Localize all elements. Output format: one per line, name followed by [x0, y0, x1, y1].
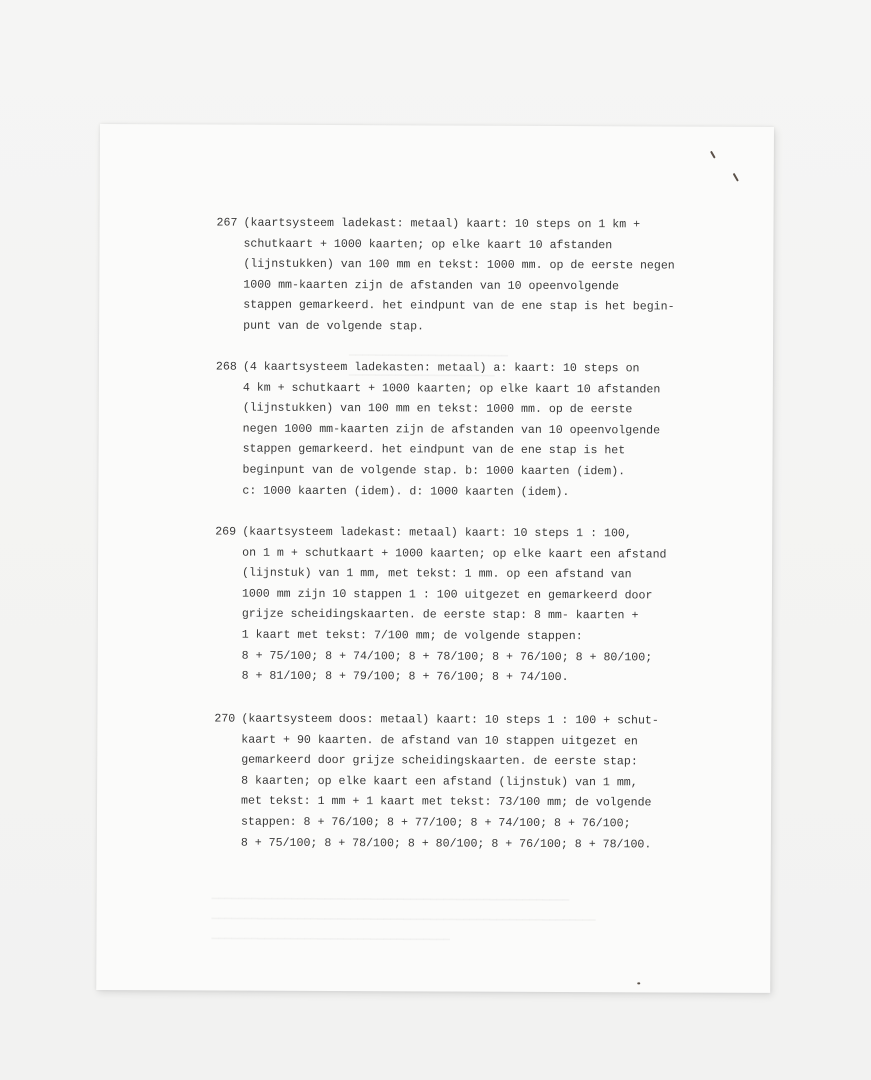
staple-mark — [710, 151, 716, 159]
entry-line: kaart + 90 kaarten. de afstand van 10 stappen uitgezet en — [241, 733, 638, 748]
entry-line: met tekst: 1 mm + 1 kaart met tekst: 73/100 mm; de volgende — [241, 794, 652, 810]
entry-number: 269 — [215, 525, 237, 539]
entry-line: 8 kaarten; op elke kaart een afstand (lijnstuk) van 1 mm, — [241, 774, 638, 790]
entry-line: gemarkeerd door grijze scheidingskaarten. de eerste stap: — [241, 753, 638, 769]
entry-270 — [214, 710, 735, 856]
show-through-text — [211, 864, 596, 966]
entry-line: (4 kaartsysteem ladekasten: metaal) a: kaart: 10 steps on — [242, 360, 640, 376]
entry-line: (lijnstuk) van 1 mm, met tekst: 1 mm. op een afstand van — [242, 566, 632, 582]
entry-line: (kaartsysteem ladekast: metaal) kaart: 10 steps 1 : 100, — [242, 525, 632, 541]
entry-line: grijze scheidingskaarten. de eerste stap: 8 mm- kaarten + — [241, 607, 639, 623]
entry-number: 268 — [215, 360, 237, 374]
entry-number: 270 — [214, 712, 236, 726]
entry-line: 1000 mm-kaarten zijn de afstanden van 10 opeenvolgende — [243, 278, 620, 294]
entry-267 — [216, 214, 737, 340]
entry-line: schutkaart + 1000 kaarten; op elke kaart 10 afstanden — [243, 237, 613, 252]
entry-269 — [215, 523, 736, 690]
typed-paper-sheet — [96, 124, 774, 993]
entry-line: 4 km + schutkaart + 1000 kaarten; op elke kaart 10 afstanden — [242, 381, 661, 397]
entry-line: (kaartsysteem ladekast: metaal) kaart: 10 steps on 1 km + — [243, 216, 641, 232]
entry-line: c: 1000 kaarten (idem). d: 1000 kaarten (idem). — [242, 484, 570, 499]
entry-line: beginpunt van de volgende stap. b: 1000 kaarten (idem). — [242, 463, 626, 479]
entry-number: 267 — [216, 216, 238, 230]
entry-line: 8 + 81/100; 8 + 79/100; 8 + 76/100; 8 + 74/100. — [241, 669, 569, 685]
entry-line: (lijnstukken) van 100 mm en tekst: 1000 mm. op de eerste negen — [243, 257, 675, 273]
entry-line: 8 + 75/100; 8 + 78/100; 8 + 80/100; 8 + 76/100; 8 + 78/100. — [240, 836, 652, 851]
staple-mark — [733, 173, 739, 182]
entry-line: 1000 mm zijn 10 stappen 1 : 100 uitgezet en gemarkeerd door — [241, 587, 653, 603]
entry-line: stappen: 8 + 76/100; 8 + 77/100; 8 + 74/100; 8 + 76/100; — [240, 815, 631, 831]
entry-line: 8 + 75/100; 8 + 74/100; 8 + 78/100; 8 + 76/100; 8 + 80/100; — [241, 649, 653, 664]
entry-line: 1 kaart met tekst: 7/100 mm; de volgende stappen: — [241, 628, 583, 644]
entry-line: (kaartsysteem doos: metaal) kaart: 10 steps 1 : 100 + schut- — [241, 712, 659, 728]
entry-line: on 1 m + schutkaart + 1000 kaarten; op elke kaart een afstand — [242, 546, 667, 562]
entry-line: stappen gemarkeerd. het eindpunt van de ene stap is het — [242, 443, 626, 458]
entry-line: stappen gemarkeerd. het eindpunt van de ene stap is het begin- — [243, 299, 675, 314]
entry-line: negen 1000 mm-kaarten zijn de afstanden van 10 opeenvolgende — [242, 422, 661, 438]
entry-268 — [215, 358, 736, 504]
entry-line: punt van de volgende stap. — [243, 319, 425, 334]
entry-line: (lijnstukken) van 100 mm en tekst: 1000 mm. op de eerste — [242, 401, 633, 417]
speck-mark — [637, 982, 640, 984]
